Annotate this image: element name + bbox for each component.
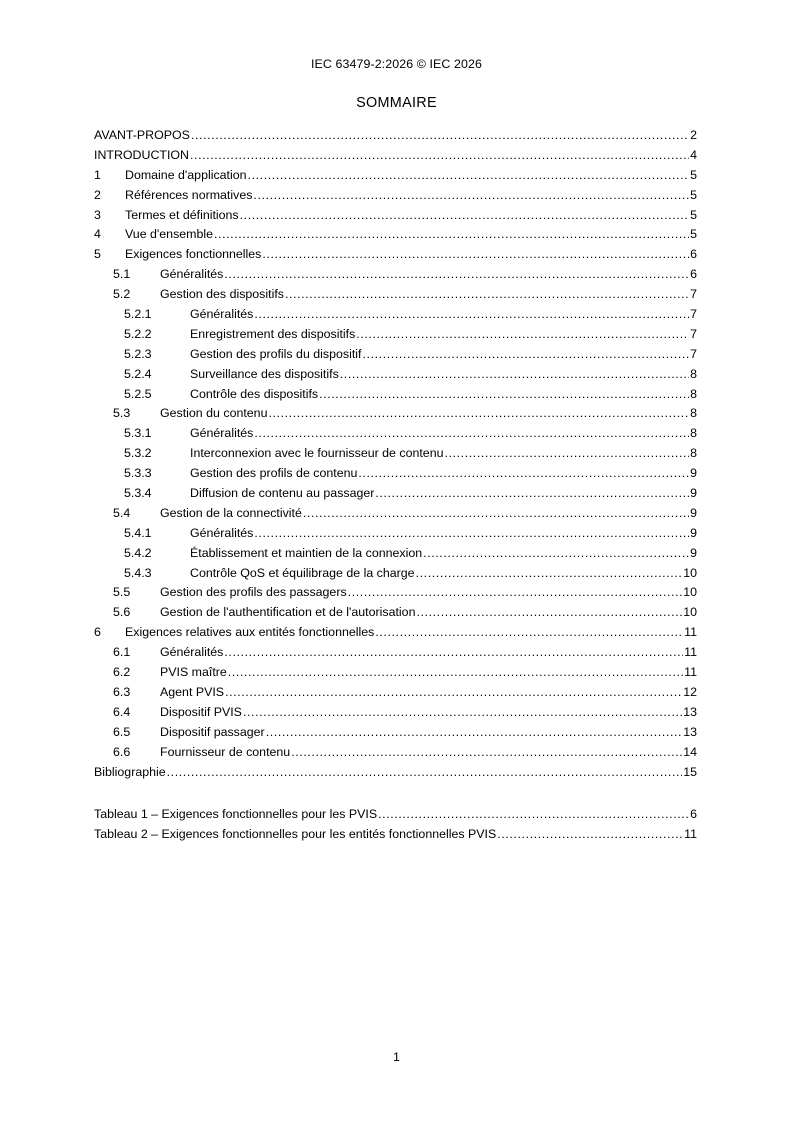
toc-entry[interactable] (94, 305, 697, 325)
toc-entry-page: 5 (690, 167, 697, 182)
toc-entry-label: Généralités (160, 267, 224, 282)
dot-leader (190, 146, 689, 166)
toc-entry[interactable] (94, 225, 697, 245)
toc-entry-page: 11 (684, 665, 697, 680)
toc-entry-label: Fournisseur de contenu (160, 744, 291, 759)
toc-entry-label: Surveillance des dispositifs (190, 366, 339, 381)
toc-entry-number: 5.3.2 (124, 446, 152, 461)
toc-entry-page: 6 (690, 267, 697, 282)
toc-entry[interactable] (94, 524, 697, 544)
toc-entry-label: Exigences relatives aux entités fonctionnelles (125, 625, 375, 640)
toc-entry[interactable] (94, 683, 697, 703)
toc-entry-page: 10 (683, 585, 697, 600)
dot-leader (340, 365, 689, 385)
toc-entry[interactable] (94, 285, 697, 305)
dot-leader (358, 464, 689, 484)
toc-entry-label: Dispositif PVIS (160, 704, 242, 719)
dot-leader (214, 225, 689, 245)
toc-entry-number: 5.4 (113, 505, 131, 520)
toc-entry-label: Contrôle QoS et équilibrage de la charge (190, 565, 415, 580)
toc-entry-number: 4 (94, 227, 101, 242)
toc-entry[interactable] (94, 126, 697, 146)
dot-leader (348, 583, 683, 603)
toc-entry-page: 11 (684, 625, 697, 640)
dot-leader (266, 723, 683, 743)
toc-entry-page: 14 (683, 744, 697, 759)
toc-entry-label: Termes et définitions (125, 207, 239, 222)
toc-entry-label: Contrôle des dispositifs (190, 386, 319, 401)
dot-leader (363, 345, 690, 365)
toc-entry[interactable] (94, 404, 697, 424)
dot-leader (254, 424, 689, 444)
dot-leader (243, 703, 682, 723)
toc-entry-label: Diffusion de contenu au passager (190, 486, 375, 501)
document-header: IEC 63479-2:2026 © IEC 2026 (311, 57, 482, 71)
toc-entry-number: 5.3.1 (124, 426, 152, 441)
toc-entry-page: 5 (690, 187, 697, 202)
toc-entry-label: Généralités (160, 645, 224, 660)
table-list-page: 6 (690, 807, 697, 821)
dot-leader (291, 743, 682, 763)
toc-entry[interactable] (94, 265, 697, 285)
toc-entry-label: Interconnexion avec le fournisseur de contenu (190, 446, 444, 461)
toc-entry-label: Gestion des profils de contenu (190, 466, 358, 481)
toc-entry-label: Gestion des profils du dispositif (190, 346, 362, 361)
toc-entry[interactable] (94, 663, 697, 683)
dot-leader (444, 444, 689, 464)
dot-leader (268, 404, 689, 424)
toc-entry-page: 6 (690, 247, 697, 262)
toc-entry-page: 8 (690, 446, 697, 461)
dot-leader (224, 643, 683, 663)
toc-entry-label: Gestion de la connectivité (160, 505, 302, 520)
dot-leader (378, 805, 689, 825)
toc-entry-number: 3 (94, 207, 101, 222)
toc-entry-page: 9 (690, 466, 697, 481)
toc-entry-page: 11 (684, 645, 697, 660)
toc-entry-page: 10 (683, 565, 697, 580)
list-of-tables (94, 805, 697, 845)
toc-entry-page: 8 (690, 406, 697, 421)
toc-entry-page: 8 (690, 426, 697, 441)
toc-entry-number: 6.2 (113, 665, 131, 680)
toc-entry-label: Enregistrement des dispositifs (190, 326, 356, 341)
dot-leader (167, 763, 683, 783)
table-list-page: 11 (684, 826, 697, 841)
toc-entry-number: 1 (94, 167, 101, 182)
toc-entry[interactable] (94, 723, 697, 743)
toc-entry-number: 5.2.4 (124, 366, 152, 381)
toc-entry-label: Gestion des dispositifs (160, 287, 284, 302)
toc-entry-label: Gestion des profils des passagers (160, 585, 347, 600)
toc-entry-page: 7 (690, 326, 697, 341)
toc-entry-page: 8 (690, 366, 697, 381)
toc-entry[interactable] (94, 504, 697, 524)
dot-leader (248, 166, 690, 186)
toc-entry-label: Généralités (190, 525, 254, 540)
dot-leader (253, 186, 689, 206)
dot-leader (423, 544, 689, 564)
dot-leader (254, 305, 689, 325)
table-of-contents (94, 126, 697, 782)
toc-entry-number: 5.2.2 (124, 326, 152, 341)
toc-entry[interactable] (94, 444, 697, 464)
toc-entry-label: Domaine d'application (125, 167, 247, 182)
dot-leader (416, 564, 683, 584)
toc-entry[interactable] (94, 345, 697, 365)
toc-entry-page: 4 (690, 147, 697, 162)
toc-entry-label: Gestion du contenu (160, 406, 268, 421)
toc-entry[interactable] (94, 763, 697, 783)
toc-entry-number: 5.6 (113, 605, 131, 620)
toc-entry[interactable] (94, 206, 697, 226)
dot-leader (375, 484, 689, 504)
toc-entry-page: 13 (683, 724, 697, 739)
toc-entry[interactable] (94, 623, 697, 643)
table-list-entry[interactable] (94, 805, 697, 825)
toc-entry-number: 5.4.1 (124, 525, 152, 540)
toc-entry-label: Dispositif passager (160, 724, 265, 739)
toc-entry[interactable] (94, 703, 697, 723)
toc-entry[interactable] (94, 603, 697, 623)
dot-leader (356, 325, 689, 345)
toc-entry-label: Références normatives (125, 187, 253, 202)
dot-leader (254, 524, 689, 544)
dot-leader (497, 825, 683, 845)
toc-entry[interactable] (94, 743, 697, 763)
toc-entry[interactable] (94, 146, 697, 166)
dot-leader (224, 265, 689, 285)
toc-entry[interactable] (94, 544, 697, 564)
dot-leader (228, 663, 683, 683)
toc-entry-number: 6.1 (113, 645, 131, 660)
dot-leader (375, 623, 683, 643)
toc-entry-page: 9 (690, 525, 697, 540)
table-list-label: Tableau 1 – Exigences fonctionnelles pour les PVIS (94, 807, 378, 821)
toc-entry[interactable] (94, 424, 697, 444)
toc-entry-number: 5.1 (113, 267, 131, 282)
toc-entry-number: 5.3.3 (124, 466, 152, 481)
toc-entry-page: 5 (690, 207, 697, 222)
toc-entry-page: 7 (690, 346, 697, 361)
toc-entry-label: Bibliographie (94, 764, 166, 779)
toc-entry-number: 6.6 (113, 744, 131, 759)
toc-entry-number: 5.3.4 (124, 486, 152, 501)
toc-entry-number: 5 (94, 247, 101, 262)
toc-entry-number: 5.4.3 (124, 565, 152, 580)
toc-entry-page: 8 (690, 386, 697, 401)
toc-entry-number: 5.2.3 (124, 346, 152, 361)
toc-entry[interactable] (94, 166, 697, 186)
toc-entry[interactable] (94, 186, 697, 206)
dot-leader (303, 504, 689, 524)
toc-entry[interactable] (94, 245, 697, 265)
toc-entry-number: 5.2 (113, 287, 131, 302)
toc-entry-page: 12 (683, 684, 697, 699)
toc-entry-label: Agent PVIS (160, 684, 225, 699)
toc-entry[interactable] (94, 325, 697, 345)
toc-entry[interactable] (94, 583, 697, 603)
dot-leader (285, 285, 689, 305)
toc-entry-page: 9 (690, 505, 697, 520)
toc-entry-page: 7 (690, 287, 697, 302)
toc-entry[interactable] (94, 464, 697, 484)
toc-entry-page: 9 (690, 545, 697, 560)
toc-entry[interactable] (94, 385, 697, 405)
table-list-entry[interactable] (94, 825, 697, 845)
dot-leader (225, 683, 682, 703)
toc-entry-number: 5.2.5 (124, 386, 152, 401)
toc-entry-number: 5.5 (113, 585, 131, 600)
toc-entry-label: PVIS maître (160, 665, 227, 680)
dot-leader (262, 245, 689, 265)
toc-entry-label: Établissement et maintien de la connexion (190, 545, 423, 560)
toc-entry-page: 15 (683, 764, 697, 779)
toc-entry-number: 6.5 (113, 724, 131, 739)
toc-entry-number: 5.4.2 (124, 545, 152, 560)
toc-entry-page: 9 (690, 486, 697, 501)
toc-entry-number: 2 (94, 187, 101, 202)
toc-entry-page: 10 (683, 605, 697, 620)
dot-leader (191, 126, 689, 146)
toc-entry[interactable] (94, 564, 697, 584)
toc-entry-page: 2 (690, 128, 697, 142)
toc-title: SOMMAIRE (356, 95, 437, 111)
toc-entry-label: INTRODUCTION (94, 147, 189, 162)
toc-entry[interactable] (94, 643, 697, 663)
toc-entry-number: 6.3 (113, 684, 131, 699)
toc-entry[interactable] (94, 365, 697, 385)
toc-entry-number: 5.3 (113, 406, 131, 421)
toc-entry-label: Gestion de l'authentification et de l'autorisation (160, 605, 416, 620)
dot-leader (416, 603, 682, 623)
toc-entry-label: AVANT-PROPOS (94, 128, 190, 142)
toc-entry[interactable] (94, 484, 697, 504)
toc-entry-number: 6 (94, 625, 101, 640)
toc-entry-label: Généralités (190, 307, 254, 322)
toc-entry-label: Généralités (190, 426, 254, 441)
toc-entry-label: Vue d'ensemble (125, 227, 214, 242)
dot-leader (240, 206, 689, 226)
toc-entry-page: 7 (690, 307, 697, 322)
toc-entry-page: 5 (690, 227, 697, 242)
dot-leader (319, 385, 689, 405)
toc-entry-number: 5.2.1 (124, 307, 152, 322)
toc-entry-number: 6.4 (113, 704, 131, 719)
toc-entry-label: Exigences fonctionnelles (125, 247, 262, 262)
toc-entry-page: 13 (683, 704, 697, 719)
table-list-label: Tableau 2 – Exigences fonctionnelles pour les entités fonctionnelles PVIS (94, 826, 497, 841)
page-number: 1 (393, 1050, 400, 1064)
